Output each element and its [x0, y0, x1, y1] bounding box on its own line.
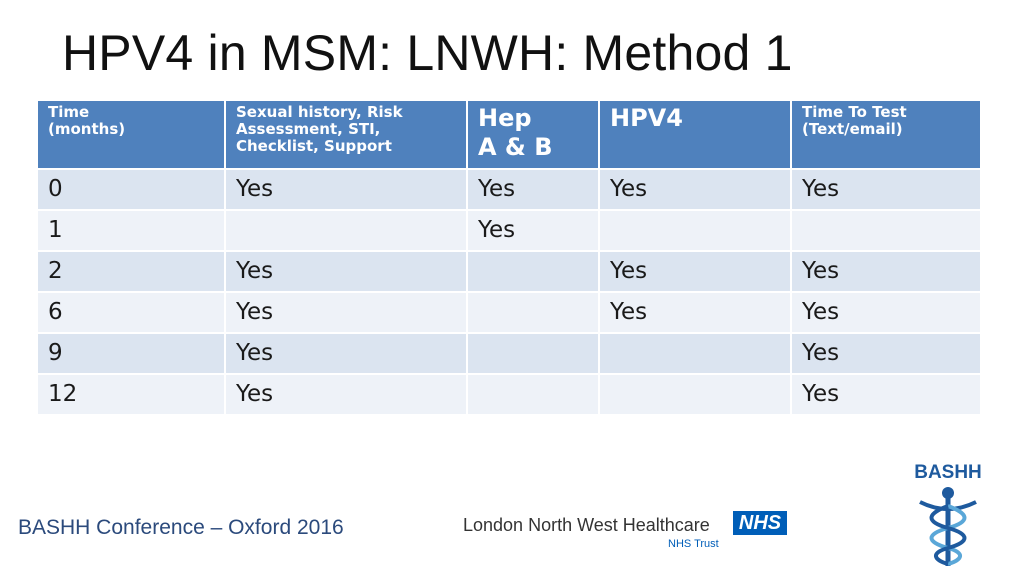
trust-logo [463, 510, 793, 554]
caduceus-icon [918, 486, 978, 568]
slide-title: HPV4 in MSM: LNWH: Method 1 [62, 25, 793, 81]
sexual-history-cell: Yes [225, 169, 467, 210]
sexual-history-cell: Yes [225, 251, 467, 292]
hpv4-cell [599, 374, 791, 415]
bashh-logo [900, 460, 996, 570]
hep-cell: Yes [467, 210, 599, 251]
hep-cell [467, 251, 599, 292]
time-cell: 2 [37, 251, 225, 292]
time-cell: 0 [37, 169, 225, 210]
table-row [37, 169, 981, 210]
header-time-to-test: Time To Test (Text/email) [791, 100, 981, 169]
hpv4-cell: Yes [599, 169, 791, 210]
header-hpv4: HPV4 [599, 100, 791, 169]
hpv4-cell [599, 333, 791, 374]
header-hep-a-b: Hep A & B [467, 100, 599, 169]
time-to-test-cell [791, 210, 981, 251]
schedule-table [36, 99, 982, 416]
time-to-test-cell: Yes [791, 169, 981, 210]
table-row [37, 210, 981, 251]
time-to-test-cell: Yes [791, 333, 981, 374]
conference-label: BASHH Conference – Oxford 2016 [18, 516, 344, 539]
hpv4-cell: Yes [599, 251, 791, 292]
sexual-history-cell: Yes [225, 292, 467, 333]
sexual-history-cell: Yes [225, 333, 467, 374]
table-body [37, 169, 981, 415]
hep-cell [467, 292, 599, 333]
hpv4-cell: Yes [599, 292, 791, 333]
header-sexual-history: Sexual history, Risk Assessment, STI, Checklist, Support [225, 100, 467, 169]
header-time: Time (months) [37, 100, 225, 169]
trust-name: London North West Healthcare [463, 515, 710, 535]
sexual-history-cell [225, 210, 467, 251]
table-row [37, 292, 981, 333]
nhs-badge: NHS [733, 511, 787, 535]
nhs-subtitle: NHS Trust [668, 538, 719, 550]
time-cell: 9 [37, 333, 225, 374]
time-cell: 1 [37, 210, 225, 251]
table-row [37, 374, 981, 415]
table-row [37, 333, 981, 374]
bashh-logo-text: BASHH [914, 462, 982, 483]
time-to-test-cell: Yes [791, 374, 981, 415]
table-row [37, 251, 981, 292]
hep-cell [467, 374, 599, 415]
hep-cell: Yes [467, 169, 599, 210]
table-header-row [37, 100, 981, 169]
time-to-test-cell: Yes [791, 292, 981, 333]
sexual-history-cell: Yes [225, 374, 467, 415]
time-to-test-cell: Yes [791, 251, 981, 292]
time-cell: 12 [37, 374, 225, 415]
time-cell: 6 [37, 292, 225, 333]
hpv4-cell [599, 210, 791, 251]
hep-cell [467, 333, 599, 374]
